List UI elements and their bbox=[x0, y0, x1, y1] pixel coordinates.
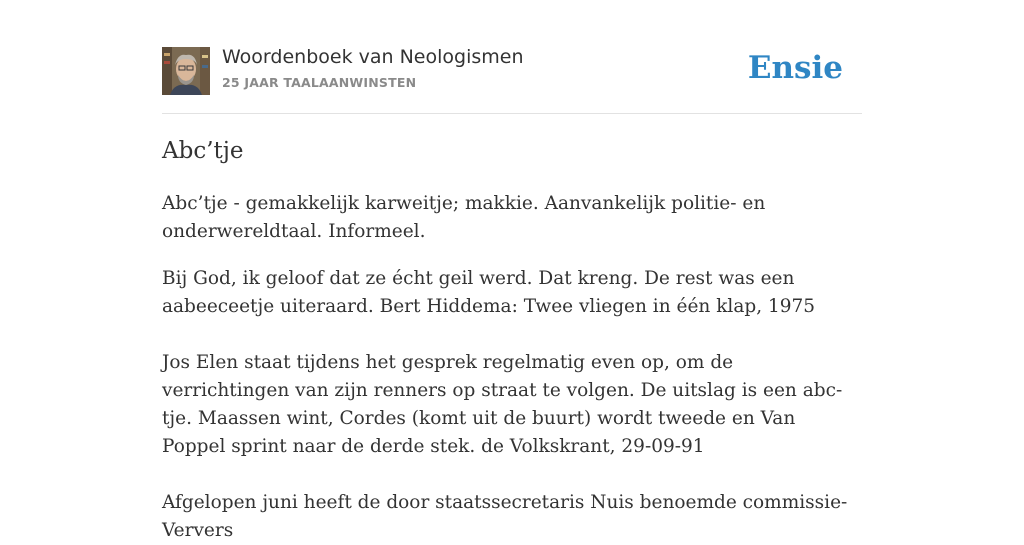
avatar[interactable] bbox=[162, 47, 210, 95]
citation-paragraph: Jos Elen staat tijdens het gesprek regelmatig even op, om de verrichtingen van zijn renners op straat te volgen. De uitslag is een abc-tje. Maassen wint, Cordes (komt uit de buurt) wordt tweede en Van Poppel sprint naar de derde stek. de Volkskrant, 29-09-91 bbox=[162, 352, 843, 457]
citation-paragraph: Bij God, ik geloof dat ze écht geil werd. Dat kreng. De rest was een aabeeceetje uiteraard. Bert Hiddema: Twee vliegen in één klap, 1975 bbox=[162, 268, 816, 317]
ensie-logo[interactable]: Ensie bbox=[747, 50, 843, 86]
citation-paragraph: Afgelopen juni heeft de door staatssecretaris Nuis benoemde commissie-Ververs bbox=[162, 492, 848, 541]
site-name[interactable]: Woordenboek van Neologismen bbox=[222, 46, 524, 68]
site-tagline: 25 JAAR TAALAANWINSTEN bbox=[222, 75, 417, 90]
content-column bbox=[162, 0, 862, 541]
entry-title: Abc’tje bbox=[162, 138, 244, 164]
author-portrait-icon bbox=[162, 47, 210, 95]
entry-definition: Abc’tje - gemakkelijk karweitje; makkie. Aanvankelijk politie- en onderwereldtaal. Informeel. bbox=[162, 193, 766, 242]
site-header bbox=[162, 0, 862, 114]
